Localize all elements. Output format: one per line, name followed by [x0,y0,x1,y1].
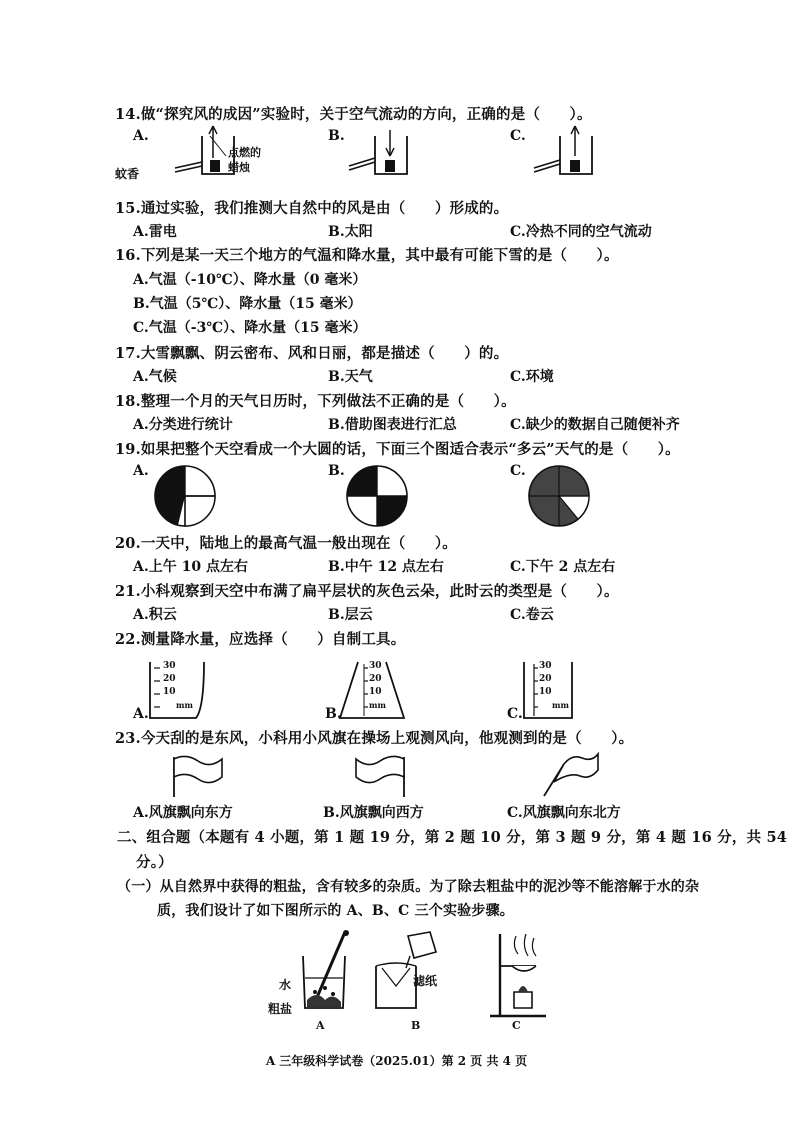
part1-text-line1: （一）从自然界中获得的粗盐，含有较多的杂质。为了除去粗盐中的泥沙等不能溶解于水的杂 [117,879,700,895]
q22c-tick-10: 10 [539,687,552,697]
question-20: 20.一天中，陆地上的最高气温一般出现在（ ）。 [115,535,457,552]
q19-sky-circle-c [526,465,592,527]
candle-label-2: 蜡烛 [228,161,250,174]
question-19: 19.如果把整个天空看成一个大圆的话，下面三个图适合表示“多云”天气的是（ ）。 [115,441,680,458]
label-step-b: B [411,1019,421,1032]
q22b-unit: mm [369,700,386,710]
q22b-tick-30: 30 [369,661,382,671]
q18-option-a: A.分类进行统计 [133,417,233,433]
q20-option-a: A.上午 10 点左右 [133,559,248,575]
q22b-tick-10: 10 [369,687,382,697]
q14-apparatus-a [150,122,230,182]
q15-option-c: C.冷热不同的空气流动 [510,224,652,240]
label-coarse-salt: 粗盐 [268,1002,293,1016]
experiment-a-stirring [295,930,365,1020]
q18-option-b: B.借助图表进行汇总 [328,417,457,433]
q23-option-c: C.风旗飘向东北方 [507,805,621,821]
q17-option-c: C.环境 [510,369,554,385]
q23-option-b: B.风旗飘向西方 [323,805,424,821]
q22a-tick-30: 30 [163,661,176,671]
label-step-a: A [316,1019,325,1032]
q23-flag-a [170,755,230,797]
q22c-tick-20: 20 [539,674,552,684]
question-14: 14.做“探究风的成因”实验时，关于空气流动的方向，正确的是（ ）。 [115,106,592,123]
section2-title: 二、组合题（本题有 4 小题，第 1 题 19 分，第 2 题 10 分，第 3 题 9 分，第 4 题 16 分，共 54 [117,829,788,846]
q22c-unit: mm [552,700,569,710]
q16-option-a: A.气温（-10℃）、降水量（0 毫米） [133,272,367,288]
q17-option-b: B.天气 [328,369,373,385]
experiment-c-evaporation [486,926,556,1020]
question-22: 22.测量降水量，应选择（ ）自制工具。 [115,631,406,648]
q22a-tick-20: 20 [163,674,176,684]
question-23: 23.今天刮的是东风，小科用小风旗在操场上观测风向，他观测到的是（ ）。 [115,730,634,747]
q21-option-b: B.层云 [328,607,373,623]
q17-option-a: A.气候 [133,369,177,385]
q22-container-c [522,660,582,722]
q22b-tick-20: 20 [369,674,382,684]
question-15: 15.通过实验，我们推测大自然中的风是由（ ）形成的。 [115,200,509,217]
q14-option-a: A. [133,128,149,144]
q22-option-a: A. [133,706,149,722]
section2-title-cont: 分。） [136,854,173,871]
q23-flag-c [540,752,602,798]
q19-sky-circle-a [152,465,218,527]
q23-option-a: A.风旗飘向东方 [133,805,233,821]
candle-label-1: 点燃的 [228,146,261,159]
q22-container-a [148,660,208,722]
q19-option-c: C. [510,463,526,479]
question-16: 16.下列是某一天三个地方的气温和降水量，其中最有可能下雪的是（ ）。 [115,247,619,264]
q16-option-c: C.气温（-3℃）、降水量（15 毫米） [133,320,367,336]
page-footer: A 三年级科学试卷（2025.01）第 2 页 共 4 页 [265,1054,528,1068]
question-18: 18.整理一个月的天气日历时，下列做法不正确的是（ ）。 [115,393,516,410]
incense-label: 蚊香 [115,167,140,181]
q18-option-c: C.缺少的数据自己随便补齐 [510,417,680,433]
q14-option-c: C. [510,128,526,144]
q22-option-c: C. [507,706,523,722]
q19-option-b: B. [328,463,345,479]
part1-text-line2: 质，我们设计了如下图所示的 A、B、C 三个实验步骤。 [157,903,514,919]
q23-flag-b [352,755,412,797]
q15-option-a: A.雷电 [133,224,177,240]
q15-option-b: B.太阳 [328,224,373,240]
q21-option-c: C.卷云 [510,607,554,623]
q22c-tick-30: 30 [539,661,552,671]
q22a-tick-10: 10 [163,687,176,697]
label-water: 水 [279,978,292,992]
q22-option-b: B. [325,706,342,722]
q21-option-a: A.积云 [133,607,177,623]
question-17: 17.大雪飘飘、阴云密布、风和日丽，都是描述（ ）的。 [115,345,509,362]
q19-option-a: A. [133,463,149,479]
q16-option-b: B.气温（5℃）、降水量（15 毫米） [133,296,362,312]
q20-option-b: B.中午 12 点左右 [328,559,444,575]
q14-option-b: B. [328,128,345,144]
q19-sky-circle-b [344,465,410,527]
label-step-c: C [512,1019,521,1032]
label-filter-paper: 滤纸 [413,974,438,988]
q20-option-c: C.下午 2 点左右 [510,559,616,575]
question-21: 21.小科观察到天空中布满了扁平层状的灰色云朵，此时云的类型是（ ）。 [115,583,619,600]
q22a-unit: mm [176,700,193,710]
q14-apparatus-b [345,122,425,182]
q14-apparatus-c [530,122,610,182]
